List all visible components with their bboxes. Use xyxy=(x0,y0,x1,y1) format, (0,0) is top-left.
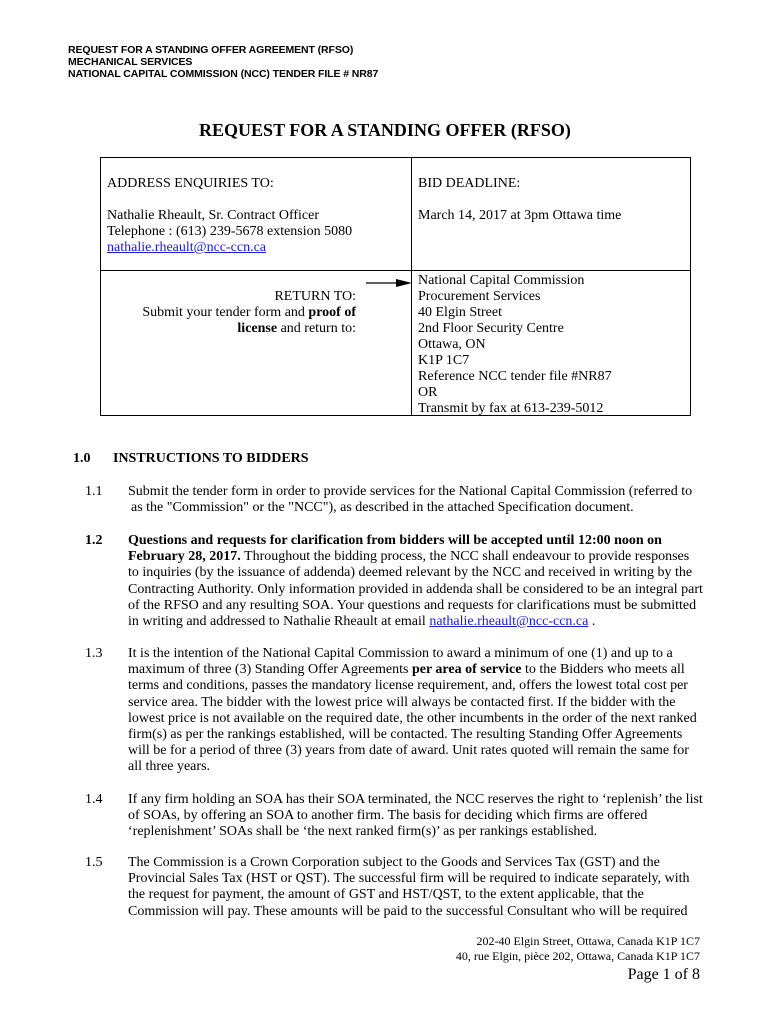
deadline-label: BID DEADLINE: xyxy=(418,176,521,191)
footer-address-en: 202-40 Elgin Street, Ottawa, Canada K1P 1C7 xyxy=(476,934,700,948)
return-text-bold-a: proof of xyxy=(308,305,356,320)
table-divider-horizontal xyxy=(100,270,691,271)
return-instructions-line-2 xyxy=(237,321,356,337)
contact-name: Nathalie Rheault, Sr. Contract Officer xyxy=(107,208,320,223)
return-text-a: Submit your tender form and xyxy=(142,305,309,320)
return-instructions-line-1 xyxy=(142,305,356,321)
address-line-4: 2nd Floor Security Centre xyxy=(418,321,564,336)
item-1-line-2: as the "Commission" or the "NCC"), as described in the attached Specification document. xyxy=(131,500,634,516)
header-line-2: MECHANICAL SERVICES xyxy=(68,56,193,68)
header-line-3: NATIONAL CAPITAL COMMISSION (NCC) TENDER FILE # NR87 xyxy=(68,68,379,80)
address-line-5: Ottawa, ON xyxy=(418,337,486,352)
item-4-text: If any firm holding an SOA has their SOA terminated, the NCC reserves the right to ‘replenish’ the list of SOAs, by offering an SOA to another firm. The basis for deciding which firms are offered ‘replenishment’ SOAs shall be ‘the next ranked firm(s)’ as per rankings established. xyxy=(128,792,703,840)
item-2-end: . xyxy=(588,614,596,630)
address-line-6: K1P 1C7 xyxy=(418,353,470,368)
return-text-bold-b: license xyxy=(237,321,278,336)
address-label: ADDRESS ENQUIRIES TO: xyxy=(107,176,274,191)
item-1-line-1: Submit the tender form in order to provide services for the National Capital Commission (referred to xyxy=(128,484,693,499)
item-3-body-a: It is the intention of the National Capital Commission to award a minimum of one (1) and up to a maximum of three (3) Standing Offer Agreements xyxy=(128,646,673,678)
contact-phone: Telephone : (613) 239-5678 extension 5080 xyxy=(107,224,353,239)
item-3-bold: per area of service xyxy=(411,662,522,678)
address-line-1: National Capital Commission xyxy=(418,273,585,288)
item-number: 1.3 xyxy=(85,646,103,661)
footer-address-fr: 40, rue Elgin, pièce 202, Ottawa, Canada K1P 1C7 xyxy=(455,949,700,963)
return-label: RETURN TO: xyxy=(274,289,356,304)
item-number: 1.2 xyxy=(85,533,103,548)
item-2-body: Throughout the bidding process, the NCC shall endeavour to provide responses to inquiries (by the issuance of addenda) deemed relevant by the NCC and received in writing by the Contracting Authority. Only information provided in addenda shall be considered to be an integral part of the RFSO and any resulting SOA. Your questions and requests for clarifications must be submitted in writing and addressed to Nathalie Rheault at email xyxy=(128,549,703,630)
section-title: INSTRUCTIONS TO BIDDERS xyxy=(113,451,309,466)
arrow-right-icon xyxy=(366,277,412,289)
document-title: REQUEST FOR A STANDING OFFER (RFSO) xyxy=(199,120,571,140)
item-3-text xyxy=(128,646,703,776)
email-link[interactable]: nathalie.rheault@ncc-ccn.ca xyxy=(429,614,589,630)
header-line-1: REQUEST FOR A STANDING OFFER AGREEMENT (RFSO) xyxy=(68,44,354,56)
item-number: 1.1 xyxy=(85,484,103,499)
deadline-value: March 14, 2017 at 3pm Ottawa time xyxy=(418,208,622,223)
page-number: Page 1 of 8 xyxy=(627,966,700,983)
contact-email-link[interactable]: nathalie.rheault@ncc-ccn.ca xyxy=(107,240,267,255)
return-text-b: and return to: xyxy=(277,321,356,336)
item-number: 1.5 xyxy=(85,855,103,870)
document-header xyxy=(68,44,378,80)
item-3-body-b: to the Bidders who meets all terms and conditions, passes the mandatory license requirement, and, offers the lowest total cost per service area. The bidder with the lowest price will always be contacted first. If the bidder with the lowest price is not available on the required date, the other incumbents in the order of the next ranked firm(s) as per the rankings established, will be contacted. The resulting Standing Offer Agreements will be for a period of three (3) years from date of award. Unit rates quoted will remain the same for all three years. xyxy=(128,662,697,775)
item-2-text xyxy=(128,533,703,630)
address-line-2: Procurement Services xyxy=(418,289,541,304)
item-1-text xyxy=(128,484,703,516)
address-line-8: OR xyxy=(418,385,438,400)
section-number: 1.0 xyxy=(73,451,91,466)
item-number: 1.4 xyxy=(85,792,103,807)
item-2-bold: Questions and requests for clarification from bidders will be accepted until 12:00 noon on February 28, 2017. xyxy=(128,533,662,565)
item-5-text: The Commission is a Crown Corporation subject to the Goods and Services Tax (GST) and the Provincial Sales Tax (HST or QST). The successful firm will be required to indicate separately, with the request for payment, the amount of GST and HST/QST, to the extent applicable, that the Commission will pay. These amounts will be paid to the successful Consultant who will be required xyxy=(128,855,690,919)
address-line-9: Transmit by fax at 613-239-5012 xyxy=(418,401,604,416)
address-line-3: 40 Elgin Street xyxy=(418,305,502,320)
address-line-7: Reference NCC tender file #NR87 xyxy=(418,369,612,384)
